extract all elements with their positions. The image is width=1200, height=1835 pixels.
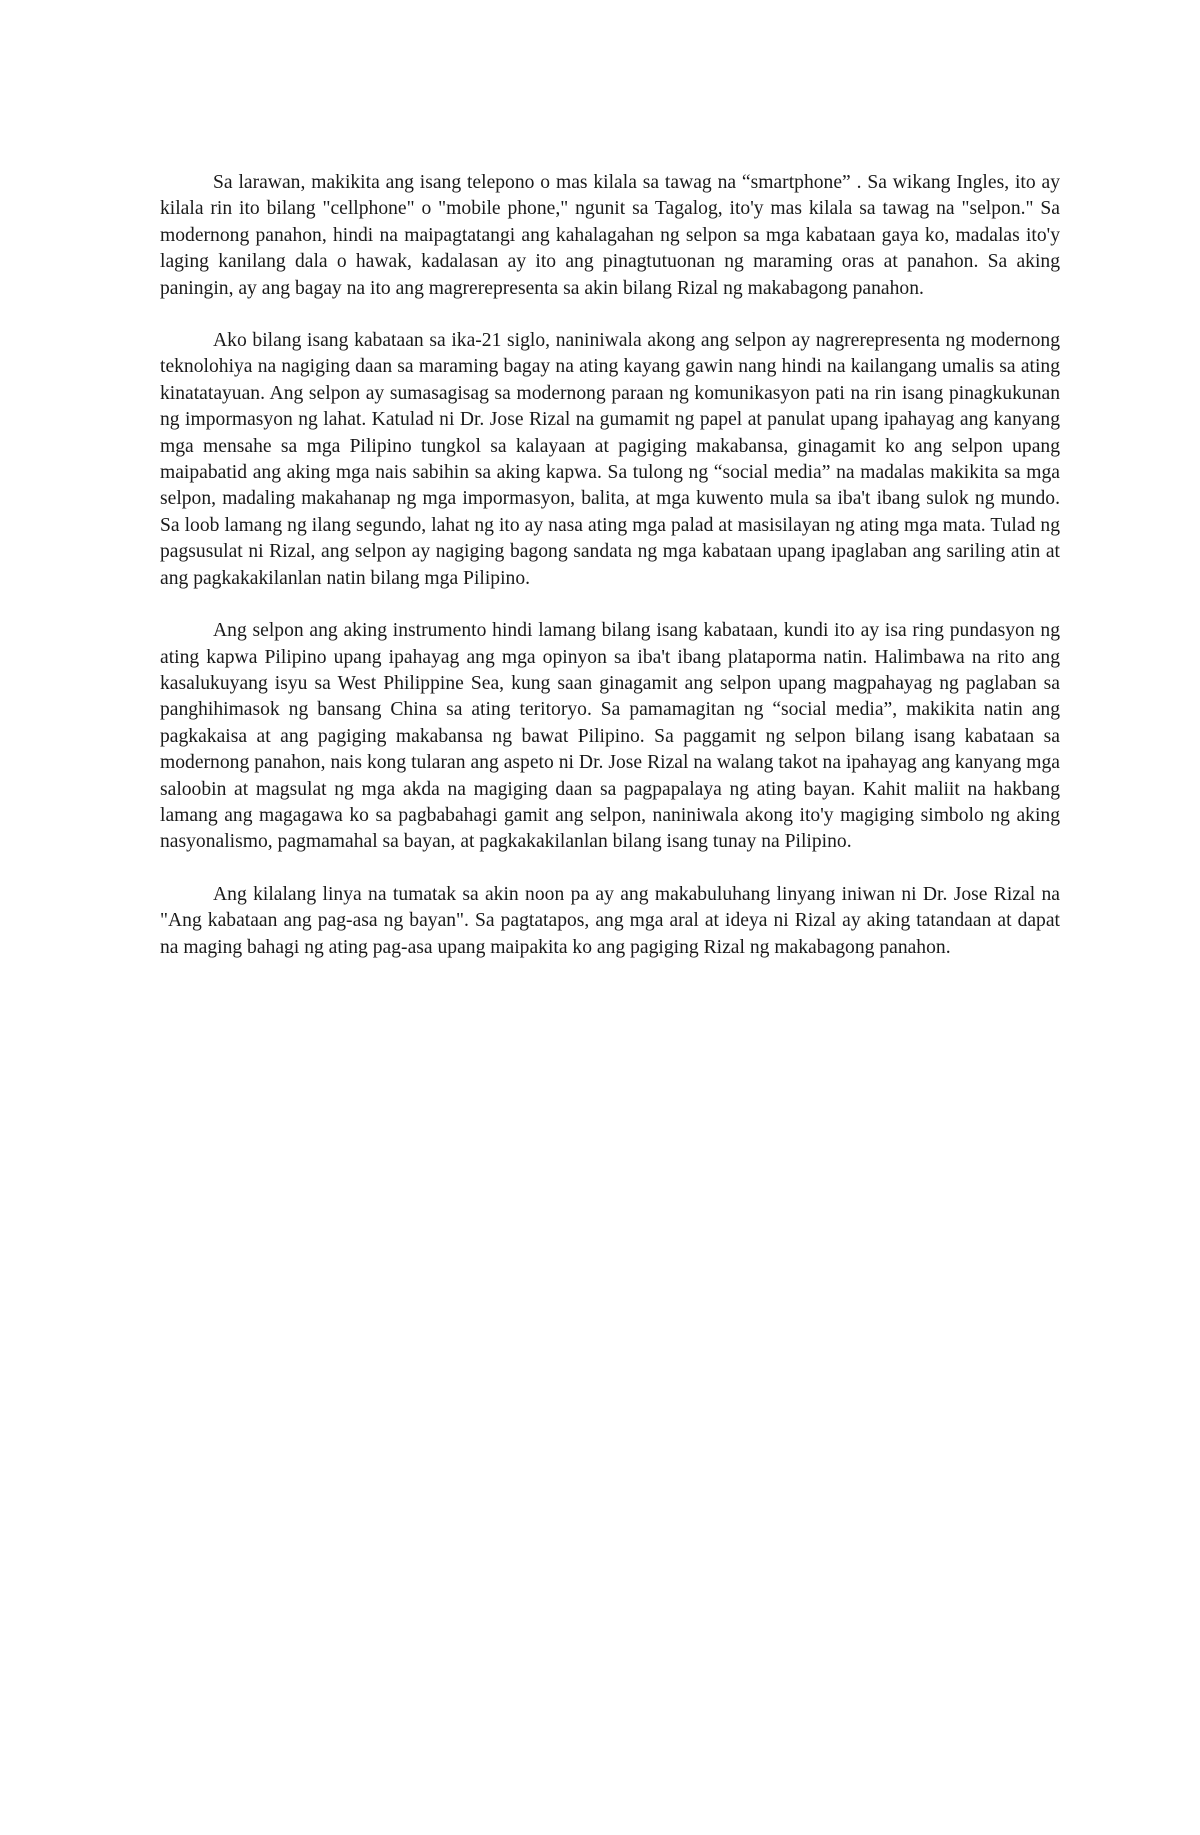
paragraph-4: Ang kilalang linya na tumatak sa akin noon pa ay ang makabuluhang linyang iniwan ni Dr. Jose Rizal na "Ang kabataan ang pag-asa ng bayan". Sa pagtatapos, ang mga aral at ideya ni Rizal ay aking tatandaan at dapat na maging bahagi ng ating pag-asa upang maipakita ko ang pagiging Rizal ng makabagong panahon. <box>160 883 1060 958</box>
paragraph-1: Sa larawan, makikita ang isang telepono o mas kilala sa tawag na “smartphone” . Sa wikang Ingles, ito ay kilala rin ito bilang "cellphone" o "mobile phone," ngunit sa Tagalog, ito'y mas kilala sa tawag na "selpon." Sa modernong panahon, hindi na maipagtatangi ang kahalagahan ng selpon sa mga kabataan gaya ko, madalas ito'y laging kanilang dala o hawak, kadalasan ay ito ang pinagtutuonan ng maraming oras at panahon. Sa aking paningin, ay ang bagay na ito ang magrerepresenta sa akin bilang Rizal ng makabagong panahon. <box>160 172 1060 299</box>
paragraph-3: Ang selpon ang aking instrumento hindi lamang bilang isang kabataan, kundi ito ay isa ring pundasyon ng ating kapwa Pilipino upang ipahayag ang mga opinyon sa iba't ibang plataporma natin. Halimbawa na rito ang kasalukuyang isyu sa West Philippine Sea, kung saan ginagamit ang selpon upang magpahayag ng paglaban sa panghihimasok ng bansang China sa ating teritoryo. Sa pamamagitan ng “social media”, makikita natin ang pagkakaisa at ang pagiging makabansa ng bawat Pilipino. Sa paggamit ng selpon bilang isang kabataan sa modernong panahon, nais kong tularan ang aspeto ni Dr. Jose Rizal na walang takot na ipahayag ang kanyang mga saloobin at magsulat ng mga akda na magiging daan sa pagpapalaya ng ating bayan. Kahit maliit na hakbang lamang ang magagawa ko sa pagbabahagi gamit ang selpon, naniniwala akong ito'y magiging simbolo ng aking nasyonalismo, pagmamahal sa bayan, at pagkakakilanlan bilang isang tunay na Pilipino. <box>160 620 1060 853</box>
paragraph-2: Ako bilang isang kabataan sa ika-21 siglo, naniniwala akong ang selpon ay nagrerepresenta ng modernong teknolohiya na nagiging daan sa maraming bagay na ating kayang gawin nang hindi na kailangang umalis sa ating kinatatayuan. Ang selpon ay sumasagisag sa modernong paraan ng komunikasyon pati na rin isang pinagkukunan ng impormasyon ng lahat. Katulad ni Dr. Jose Rizal na gumamit ng papel at panulat upang ipahayag ang kanyang mga mensahe sa mga Pilipino tungkol sa kalayaan at pagiging makabansa, ginagamit ko ang selpon upang maipabatid ang aking mga nais sabihin sa aking kapwa. Sa tulong ng “social media” na madalas makikita sa mga selpon, madaling makahanap ng mga impormasyon, balita, at mga kuwento mula sa iba't ibang sulok ng mundo. Sa loob lamang ng ilang segundo, lahat ng ito ay nasa ating mga palad at masisilayan ng ating mga mata. Tulad ng pagsusulat ni Rizal, ang selpon ay nagiging bagong sandata ng mga kabataan upang ipaglaban ang sariling atin at ang pagkakakilanlan natin bilang mga Pilipino. <box>160 330 1060 589</box>
essay-body <box>160 170 1060 987</box>
